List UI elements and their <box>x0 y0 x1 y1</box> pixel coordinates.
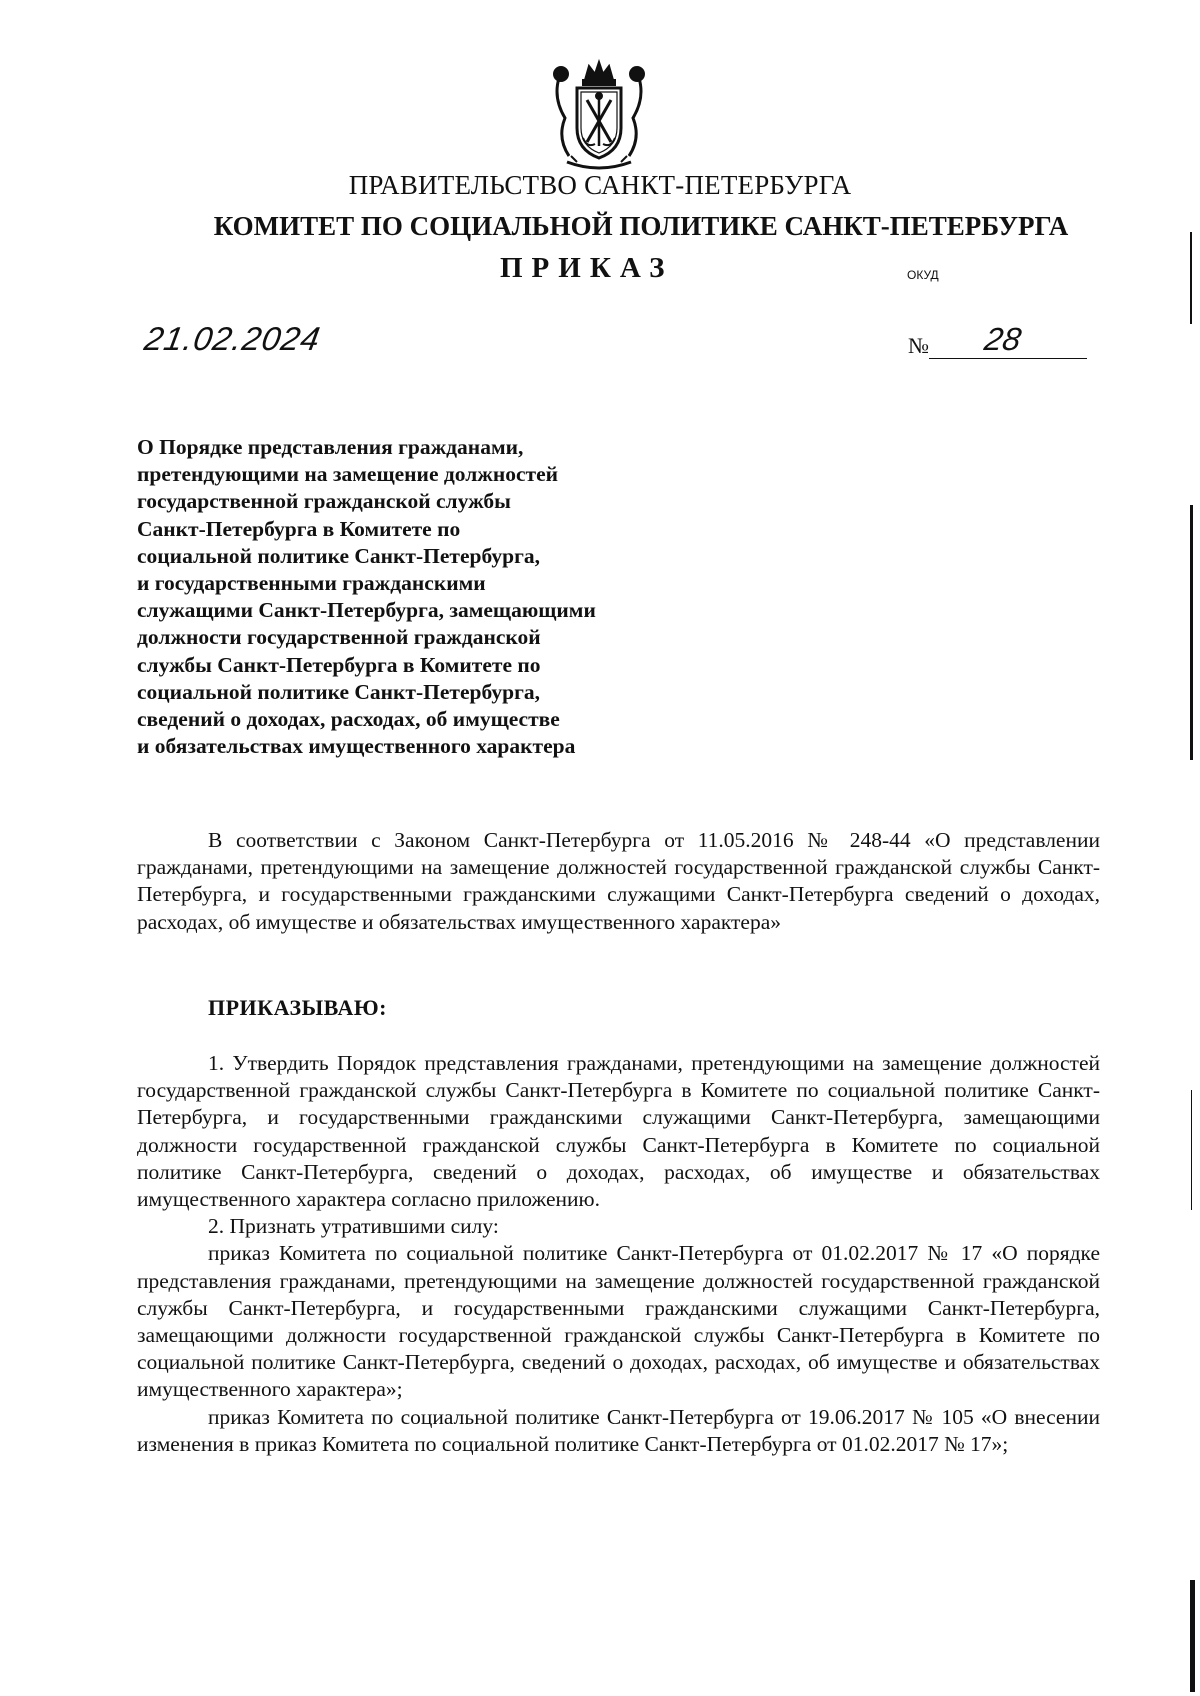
subject-line: должности государственной гражданской <box>137 625 541 650</box>
order-item: 1. Утвердить Порядок представления гражданами, претендующими на замещение должностей государственной гражданской службы Санкт-Петербурга в Комитете по социальной политике Санкт-Петербурга, и государственными гражданскими служащими Санкт-Петербурга, замещающими должности государственной гражданской службы Санкт-Петербурга в Комитете по социальной политике Санкт-Петербурга, сведений о доходах, расходах, об имуществе и обязательствах имущественного характера согласно приложению. <box>137 1051 1100 1212</box>
order-item: 2. Признать утратившими силу: <box>208 1214 499 1239</box>
order-items <box>137 1050 1100 1458</box>
number-label: № <box>908 333 929 358</box>
document-type-title: ПРИКАЗ <box>500 252 674 284</box>
subject-line: службы Санкт-Петербурга в Комитете по <box>137 652 541 677</box>
subject-line: Санкт-Петербурга в Комитете по <box>137 516 461 541</box>
intro-paragraph <box>137 827 1100 936</box>
committee-title: КОМИТЕТ ПО СОЦИАЛЬНОЙ ПОЛИТИКЕ САНКТ-ПЕТЕРБУРГА <box>213 211 1069 241</box>
subject-line: государственной гражданской службы <box>137 489 511 514</box>
scan-edge-mark <box>1190 505 1193 760</box>
order-item: приказ Комитета по социальной политике Санкт-Петербурга от 01.02.2017 № 17 «О порядке представления гражданами, претендующими на замещение должностей государственной гражданской службы Санкт-Петербурга, и государственными гражданскими служащими Санкт-Петербурга, замещающими должности государственной гражданской службы Санкт-Петербурга в Комитете по социальной политике Санкт-Петербурга, сведений о доходах, расходах, об имуществе и обязательствах имущественного характера»; <box>137 1241 1100 1402</box>
subject-line: претендующими на замещение должностей <box>137 462 559 487</box>
government-title: ПРАВИТЕЛЬСТВО САНКТ-ПЕТЕРБУРГА <box>348 170 852 200</box>
order-item: приказ Комитета по социальной политике Санкт-Петербурга от 19.06.2017 № 105 «О внесении изменения в приказ Комитета по социальной политике Санкт-Петербурга от 01.02.2017 № 17»; <box>137 1404 1100 1456</box>
scan-edge-mark <box>1190 1580 1195 1692</box>
subject-line: социальной политике Санкт-Петербурга, <box>137 679 540 704</box>
coat-of-arms-icon <box>547 58 651 170</box>
subject-line: и государственными гражданскими <box>137 571 486 596</box>
subject-line: и обязательствах имущественного характера <box>137 734 576 759</box>
intro-text: В соответствии с Законом Санкт-Петербурга от 11.05.2016 № 248-44 «О представлении гражданами, претендующими на замещение должностей государственной гражданской службы Санкт-Петербурга, и государственными гражданскими служащими Санкт-Петербурга сведений о доходах, расходах, об имуществе и обязательствах имущественного характера» <box>137 828 1100 934</box>
order-number: 28 <box>981 321 1024 357</box>
subject-line: социальной политике Санкт-Петербурга, <box>137 543 540 568</box>
subject-line: О Порядке представления гражданами, <box>137 435 524 459</box>
order-number-field <box>908 321 1087 359</box>
order-date: 21.02.2024 <box>141 320 324 357</box>
subject-line: служащими Санкт-Петербурга, замещающими <box>137 598 596 623</box>
scan-edge-mark <box>1190 232 1192 324</box>
subject-line: сведений о доходах, расходах, об имуществе <box>137 707 560 732</box>
order-word: ПРИКАЗЫВАЮ: <box>208 995 387 1020</box>
scan-edge-mark <box>1191 1090 1192 1210</box>
okud-label: ОКУД <box>907 268 939 282</box>
order-subject <box>137 434 697 760</box>
number-underline <box>929 321 1087 359</box>
